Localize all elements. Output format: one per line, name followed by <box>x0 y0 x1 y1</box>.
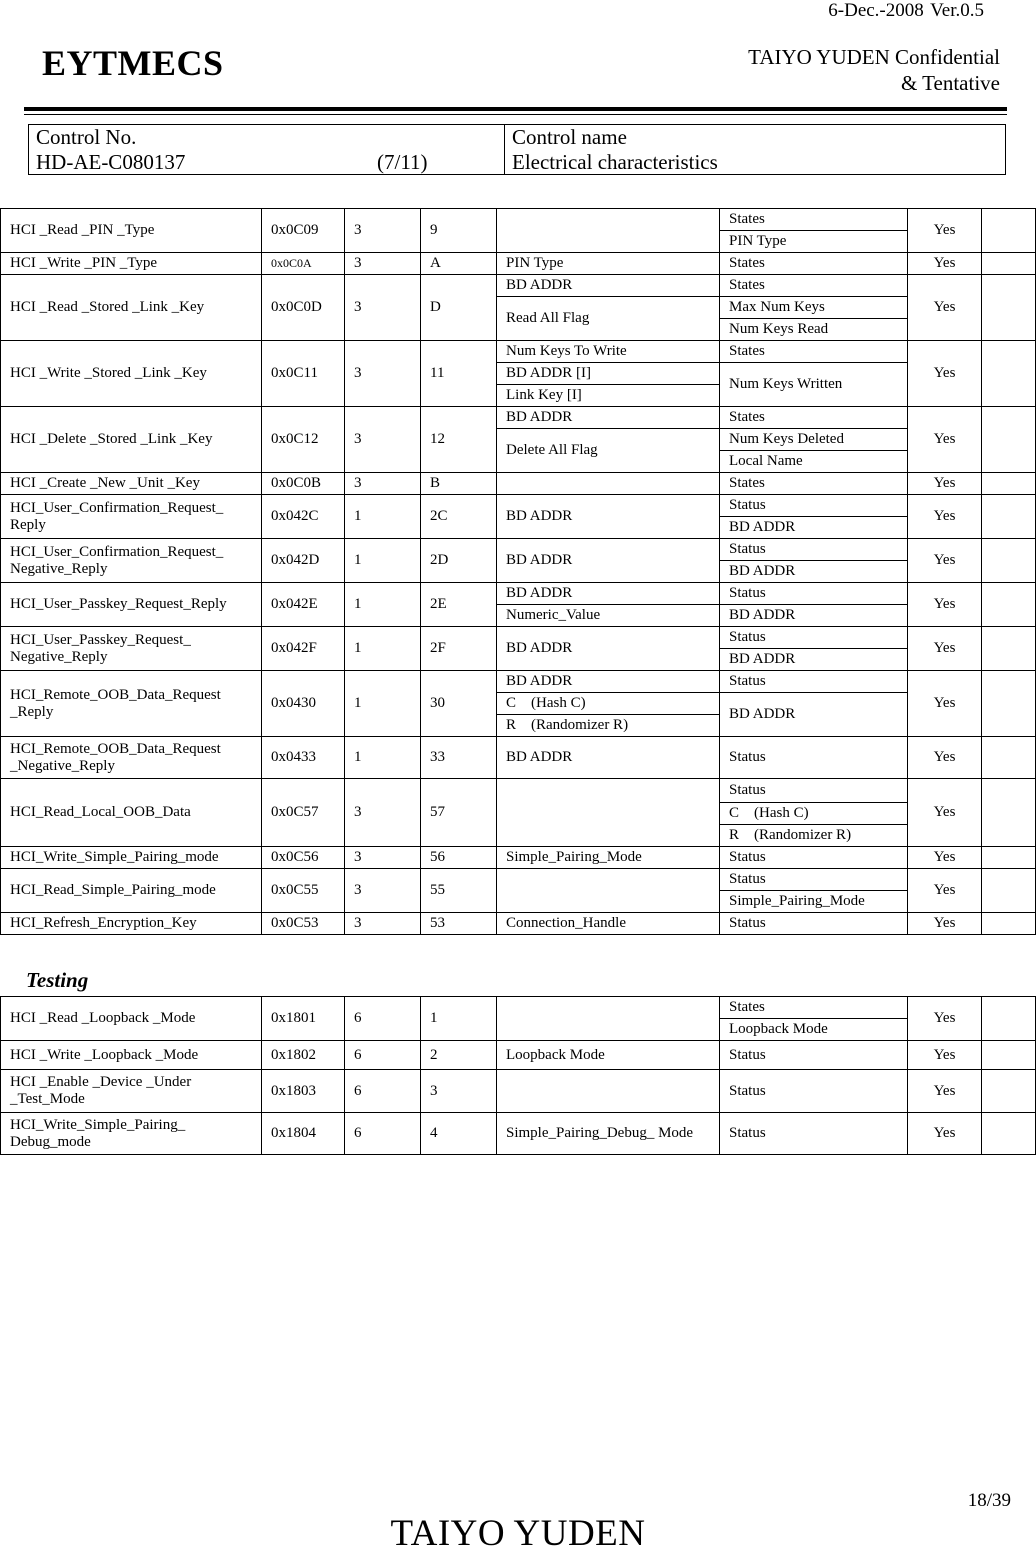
note-cell <box>982 583 1036 627</box>
opcode-cell: 0x0C0B <box>262 473 345 495</box>
opcode-cell: 0x1802 <box>262 1041 345 1070</box>
return-value-cell: Status <box>720 847 908 869</box>
return-value-cell: States <box>720 473 908 495</box>
opcode-cell: 0x042E <box>262 583 345 627</box>
opcode-cell: 0x1803 <box>262 1070 345 1113</box>
parameter-cell <box>497 1070 720 1113</box>
command-name-cell: HCI _Write _Loopback _Mode <box>1 1041 262 1070</box>
command-row <box>1 407 1036 429</box>
opcode-cell: 0x1804 <box>262 1113 345 1155</box>
ocf-code-cell: 53 <box>421 913 497 935</box>
confidential-line-1: TAIYO YUDEN Confidential <box>748 45 1000 69</box>
command-name-cell: HCI _Create _New _Unit _Key <box>1 473 262 495</box>
ocf-code-cell: 2C <box>421 495 497 539</box>
note-cell <box>982 341 1036 407</box>
return-value-cell: States <box>720 253 908 275</box>
note-cell <box>982 869 1036 913</box>
parameter-cell: BD ADDR <box>497 275 720 297</box>
command-row <box>1 779 1036 803</box>
parameter-cell: Loopback Mode <box>497 1041 720 1070</box>
control-number-value: HD-AE-C080137 <box>36 150 186 174</box>
supported-cell: Yes <box>908 671 982 737</box>
note-cell <box>982 671 1036 737</box>
parameter-cell: BD ADDR <box>497 583 720 605</box>
return-value-cell: Loopback Mode <box>720 1019 908 1041</box>
supported-cell: Yes <box>908 495 982 539</box>
return-value-cell: Status <box>720 627 908 649</box>
control-number-cell <box>29 125 505 174</box>
parameter-cell: Simple_Pairing_Debug_ Mode <box>497 1113 720 1155</box>
return-value-cell: Status <box>720 1041 908 1070</box>
header-rule-thin <box>24 114 1007 115</box>
return-value-cell: Status <box>720 779 908 803</box>
ogf-cell: 1 <box>345 583 421 627</box>
return-value-cell: Status <box>720 1070 908 1113</box>
parameter-cell: BD ADDR <box>497 671 720 693</box>
note-cell <box>982 209 1036 253</box>
ocf-code-cell: 2F <box>421 627 497 671</box>
return-value-cell: Status <box>720 671 908 693</box>
ogf-cell: 3 <box>345 473 421 495</box>
parameter-cell: Connection_Handle <box>497 913 720 935</box>
parameter-cell: Numeric_Value <box>497 605 720 627</box>
ogf-cell: 1 <box>345 737 421 779</box>
confidential-line-2: & Tentative <box>900 71 1000 95</box>
command-row <box>1 913 1036 935</box>
supported-cell: Yes <box>908 341 982 407</box>
return-value-cell: States <box>720 275 908 297</box>
return-value-cell: States <box>720 209 908 231</box>
opcode-cell: 0x042C <box>262 495 345 539</box>
command-row <box>1 583 1036 605</box>
parameter-cell: Delete All Flag <box>497 429 720 473</box>
parameter-cell: BD ADDR <box>497 737 720 779</box>
opcode-cell: 0x1801 <box>262 997 345 1041</box>
testing-command-table <box>0 996 1036 1155</box>
supported-cell: Yes <box>908 869 982 913</box>
ocf-code-cell: 2D <box>421 539 497 583</box>
testing-command-row <box>1 1113 1036 1155</box>
ogf-cell: 3 <box>345 209 421 253</box>
note-cell <box>982 737 1036 779</box>
parameter-cell <box>497 779 720 847</box>
command-row <box>1 341 1036 363</box>
ogf-cell: 6 <box>345 1113 421 1155</box>
ocf-code-cell: 11 <box>421 341 497 407</box>
return-value-cell: R (Randomizer R) <box>720 825 908 847</box>
opcode-cell: 0x042D <box>262 539 345 583</box>
ocf-code-cell: 33 <box>421 737 497 779</box>
command-name-cell: HCI_User_Confirmation_Request_ Negative_Reply <box>1 539 262 583</box>
command-name-cell: HCI _Read _PIN _Type <box>1 209 262 253</box>
supported-cell: Yes <box>908 1041 982 1070</box>
note-cell <box>982 779 1036 847</box>
parameter-cell: BD ADDR [I] <box>497 363 720 385</box>
command-name-cell: HCI _Enable _Device _Under _Test_Mode <box>1 1070 262 1113</box>
ocf-code-cell: 9 <box>421 209 497 253</box>
supported-cell: Yes <box>908 407 982 473</box>
note-cell <box>982 539 1036 583</box>
parameter-cell: Simple_Pairing_Mode <box>497 847 720 869</box>
control-info-box <box>28 124 1006 175</box>
control-name-label: Control name <box>512 125 627 149</box>
parameter-cell: BD ADDR <box>497 539 720 583</box>
command-row <box>1 869 1036 891</box>
opcode-cell: 0x0433 <box>262 737 345 779</box>
command-name-cell: HCI_Read_Simple_Pairing_mode <box>1 869 262 913</box>
return-value-cell: Status <box>720 869 908 891</box>
supported-cell: Yes <box>908 627 982 671</box>
supported-cell: Yes <box>908 779 982 847</box>
supported-cell: Yes <box>908 847 982 869</box>
command-name-cell: HCI_Write_Simple_Pairing_ Debug_mode <box>1 1113 262 1155</box>
command-name-cell: HCI _Delete _Stored _Link _Key <box>1 407 262 473</box>
header-rule-thick <box>24 107 1007 111</box>
command-name-cell: HCI_User_Passkey_Request_Reply <box>1 583 262 627</box>
command-name-cell: HCI _Write _PIN _Type <box>1 253 262 275</box>
note-cell <box>982 997 1036 1041</box>
command-row <box>1 275 1036 297</box>
return-value-cell: Num Keys Deleted <box>720 429 908 451</box>
supported-cell: Yes <box>908 737 982 779</box>
supported-cell: Yes <box>908 913 982 935</box>
return-value-cell: BD ADDR <box>720 605 908 627</box>
opcode-cell: 0x0C53 <box>262 913 345 935</box>
testing-command-row <box>1 1070 1036 1113</box>
return-value-cell: Local Name <box>720 451 908 473</box>
control-page-of: (7/11) <box>377 150 428 174</box>
footer-company: TAIYO YUDEN <box>390 1513 646 1554</box>
ogf-cell: 3 <box>345 847 421 869</box>
note-cell <box>982 275 1036 341</box>
return-value-cell: Status <box>720 913 908 935</box>
ocf-code-cell: 57 <box>421 779 497 847</box>
confidential-notice <box>748 44 1000 96</box>
supported-cell: Yes <box>908 275 982 341</box>
return-value-cell: BD ADDR <box>720 517 908 539</box>
supported-cell: Yes <box>908 583 982 627</box>
parameter-cell: BD ADDR <box>497 495 720 539</box>
return-value-cell: BD ADDR <box>720 693 908 737</box>
opcode-cell: 0x042F <box>262 627 345 671</box>
command-row <box>1 627 1036 649</box>
note-cell <box>982 253 1036 275</box>
command-row <box>1 539 1036 561</box>
note-cell <box>982 1113 1036 1155</box>
ocf-code-cell: D <box>421 275 497 341</box>
return-value-cell: Simple_Pairing_Mode <box>720 891 908 913</box>
ocf-code-cell: 3 <box>421 1070 497 1113</box>
ogf-cell: 1 <box>345 671 421 737</box>
opcode-cell: 0x0430 <box>262 671 345 737</box>
note-cell <box>982 1070 1036 1113</box>
return-value-cell: Status <box>720 539 908 561</box>
opcode-cell: 0x0C57 <box>262 779 345 847</box>
command-name-cell: HCI_Read_Local_OOB_Data <box>1 779 262 847</box>
control-name-value: Electrical characteristics <box>512 150 718 174</box>
parameter-cell: Read All Flag <box>497 297 720 341</box>
supported-cell: Yes <box>908 1113 982 1155</box>
control-number-label: Control No. <box>36 125 137 149</box>
command-row <box>1 737 1036 779</box>
parameter-cell <box>497 869 720 913</box>
testing-command-rows <box>1 997 1036 1155</box>
ocf-code-cell: 2E <box>421 583 497 627</box>
return-value-cell: Status <box>720 737 908 779</box>
supported-cell: Yes <box>908 539 982 583</box>
command-name-cell: HCI_User_Confirmation_Request_ Reply <box>1 495 262 539</box>
command-name-cell: HCI_Remote_OOB_Data_Request _Reply <box>1 671 262 737</box>
command-name-cell: HCI_User_Passkey_Request_ Negative_Reply <box>1 627 262 671</box>
opcode-cell: 0x0C0D <box>262 275 345 341</box>
note-cell <box>982 913 1036 935</box>
supported-cell: Yes <box>908 473 982 495</box>
opcode-cell: 0x0C0A <box>262 253 345 275</box>
ogf-cell: 3 <box>345 869 421 913</box>
ogf-cell: 6 <box>345 1070 421 1113</box>
command-name-cell: HCI_Refresh_Encryption_Key <box>1 913 262 935</box>
parameter-cell: Num Keys To Write <box>497 341 720 363</box>
opcode-cell: 0x0C09 <box>262 209 345 253</box>
return-value-cell: Max Num Keys <box>720 297 908 319</box>
supported-cell: Yes <box>908 209 982 253</box>
command-row <box>1 209 1036 231</box>
command-name-cell: HCI_Remote_OOB_Data_Request _Negative_Reply <box>1 737 262 779</box>
return-value-cell: BD ADDR <box>720 561 908 583</box>
return-value-cell: Status <box>720 583 908 605</box>
return-value-cell: States <box>720 407 908 429</box>
command-row <box>1 671 1036 693</box>
parameter-cell <box>497 209 720 253</box>
return-value-cell: Num Keys Read <box>720 319 908 341</box>
return-value-cell: Num Keys Written <box>720 363 908 407</box>
company-logo: EYTMECS <box>42 43 224 83</box>
parameter-cell: BD ADDR <box>497 627 720 671</box>
opcode-cell: 0x0C11 <box>262 341 345 407</box>
note-cell <box>982 847 1036 869</box>
hci-command-rows <box>1 209 1036 935</box>
ogf-cell: 6 <box>345 1041 421 1070</box>
note-cell <box>982 473 1036 495</box>
command-row <box>1 847 1036 869</box>
ocf-code-cell: 12 <box>421 407 497 473</box>
return-value-cell: Status <box>720 495 908 517</box>
command-name-cell: HCI_Write_Simple_Pairing_mode <box>1 847 262 869</box>
parameter-cell: Link Key [I] <box>497 385 720 407</box>
return-value-cell: Status <box>720 1113 908 1155</box>
opcode-cell: 0x0C12 <box>262 407 345 473</box>
page-number: 18/39 <box>967 1490 1011 1511</box>
note-cell <box>982 495 1036 539</box>
ocf-code-cell: 30 <box>421 671 497 737</box>
testing-heading: Testing <box>26 968 89 992</box>
testing-command-row <box>1 1041 1036 1070</box>
note-cell <box>982 1041 1036 1070</box>
ocf-code-cell: 1 <box>421 997 497 1041</box>
ogf-cell: 3 <box>345 253 421 275</box>
ogf-cell: 1 <box>345 627 421 671</box>
return-value-cell: States <box>720 997 908 1019</box>
ocf-code-cell: 55 <box>421 869 497 913</box>
command-row <box>1 473 1036 495</box>
command-row <box>1 253 1036 275</box>
supported-cell: Yes <box>908 253 982 275</box>
note-cell <box>982 627 1036 671</box>
parameter-cell: C (Hash C) <box>497 693 720 715</box>
ogf-cell: 6 <box>345 997 421 1041</box>
ocf-code-cell: B <box>421 473 497 495</box>
return-value-cell: BD ADDR <box>720 649 908 671</box>
parameter-cell: BD ADDR <box>497 407 720 429</box>
command-row <box>1 495 1036 517</box>
ogf-cell: 3 <box>345 913 421 935</box>
parameter-cell <box>497 473 720 495</box>
ocf-code-cell: 2 <box>421 1041 497 1070</box>
return-value-cell: C (Hash C) <box>720 803 908 825</box>
ogf-cell: 3 <box>345 779 421 847</box>
parameter-cell <box>497 997 720 1041</box>
ocf-code-cell: 56 <box>421 847 497 869</box>
ocf-code-cell: A <box>421 253 497 275</box>
opcode-cell: 0x0C56 <box>262 847 345 869</box>
parameter-cell: R (Randomizer R) <box>497 715 720 737</box>
parameter-cell: PIN Type <box>497 253 720 275</box>
return-value-cell: PIN Type <box>720 231 908 253</box>
ogf-cell: 1 <box>345 495 421 539</box>
ogf-cell: 3 <box>345 275 421 341</box>
command-name-cell: HCI _Read _Stored _Link _Key <box>1 275 262 341</box>
ogf-cell: 3 <box>345 341 421 407</box>
command-name-cell: HCI _Write _Stored _Link _Key <box>1 341 262 407</box>
hci-command-table <box>0 208 1036 935</box>
opcode-cell: 0x0C55 <box>262 869 345 913</box>
testing-command-row <box>1 997 1036 1019</box>
ocf-code-cell: 4 <box>421 1113 497 1155</box>
date-version: 6-Dec.-2008 Ver.0.5 <box>828 0 984 21</box>
ogf-cell: 1 <box>345 539 421 583</box>
supported-cell: Yes <box>908 1070 982 1113</box>
ogf-cell: 3 <box>345 407 421 473</box>
note-cell <box>982 407 1036 473</box>
supported-cell: Yes <box>908 997 982 1041</box>
control-name-cell <box>505 125 1005 174</box>
return-value-cell: States <box>720 341 908 363</box>
command-name-cell: HCI _Read _Loopback _Mode <box>1 997 262 1041</box>
